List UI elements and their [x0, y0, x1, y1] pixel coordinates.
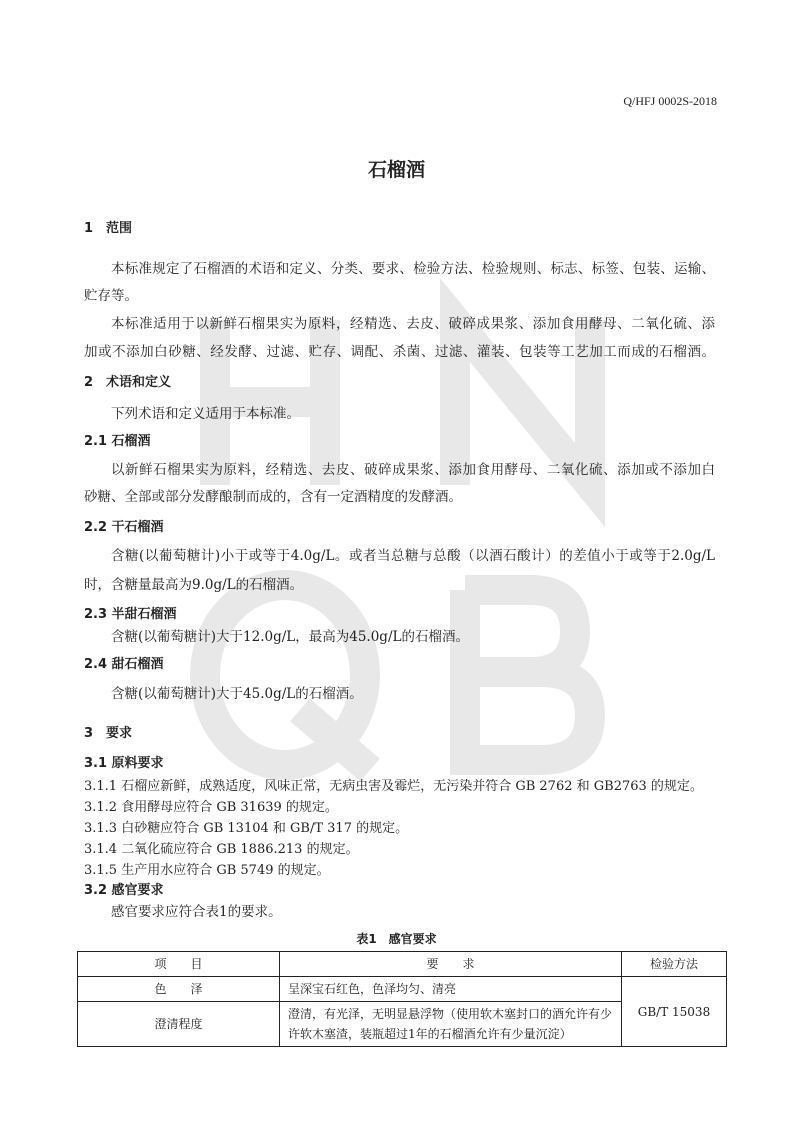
requirement-item: 3.1.5 生产用水应符合 GB 5749 的规定。 [84, 863, 330, 878]
cell-item: 澄清程度 [78, 1002, 280, 1047]
requirement-item: 3.1.3 白砂糖应符合 GB 13104 和 GB/T 317 的规定。 [84, 821, 409, 836]
document-code: Q/HFJ 0002S-2018 [623, 94, 717, 108]
table-row [78, 977, 727, 1002]
paragraph: 以新鲜石榴果实为原料，经精选、去皮、破碎成果浆、添加食用酵母、二氧化硫、添加或不添加白 [111, 462, 715, 478]
cell-requirement: 澄清，有光泽，无明显悬浮物（使用软木塞封口的酒允许有少许软木塞渣，装瓶超过1年的石榴酒允许有少量沉淀） [280, 1002, 622, 1047]
subsection-heading: 2.2 干石榴酒 [84, 520, 164, 535]
requirement-item: 3.1.2 食用酵母应符合 GB 31639 的规定。 [84, 800, 338, 815]
paragraph: 贮存等。 [84, 288, 138, 304]
subsection-heading: 2.4 甜石榴酒 [84, 657, 164, 672]
cell-method: GB/T 15038 [622, 977, 727, 1047]
subsection-heading: 2.1 石榴酒 [84, 434, 151, 449]
watermark-letter-b [465, 590, 590, 760]
paragraph: 含糖(以葡萄糖计)大于12.0g/L，最高为45.0g/L的石榴酒。 [111, 629, 469, 645]
watermark-letter-q [205, 585, 370, 770]
paragraph: 时，含糖量最高为9.0g/L的石榴酒。 [84, 577, 304, 593]
table-header-row [78, 952, 727, 977]
paragraph: 含糖(以葡萄糖计)小于或等于4.0g/L。或者当总糖与总酸（以酒石酸计）的差值小于或等于2.0g/L [111, 548, 715, 564]
column-header: 要 求 [280, 952, 622, 977]
requirement-item: 3.1.1 石榴应新鲜，成熟适度，风味正常，无病虫害及霉烂，无污染并符合 GB 2762 和 GB2763 的规定。 [84, 779, 703, 794]
section-heading: 2 术语和定义 [84, 375, 172, 390]
table-caption: 表1 感官要求 [356, 932, 437, 946]
sensory-requirements-table [77, 951, 727, 1047]
paragraph: 含糖(以葡萄糖计)大于45.0g/L的石榴酒。 [111, 686, 363, 702]
section-heading: 3 要求 [84, 726, 133, 741]
requirement-item: 3.1.4 二氧化硫应符合 GB 1886.213 的规定。 [84, 842, 359, 857]
subsection-heading: 3.1 原料要求 [84, 756, 164, 771]
cell-requirement: 呈深宝石红色，色泽均匀、清亮 [280, 977, 622, 1002]
subsection-heading: 3.2 感官要求 [84, 883, 164, 898]
cell-item: 色 泽 [78, 977, 280, 1002]
paragraph: 加或不添加白砂糖、经发酵、过滤、贮存、调配、杀菌、过滤、灌装、包装等工艺加工而成的石榴酒。 [84, 344, 715, 360]
section-heading: 1 范围 [84, 221, 133, 236]
column-header: 项 目 [78, 952, 280, 977]
paragraph: 下列术语和定义适用于本标准。 [111, 406, 300, 422]
paragraph: 感官要求应符合表1的要求。 [111, 904, 282, 920]
paragraph: 本标准规定了石榴酒的术语和定义、分类、要求、检验方法、检验规则、标志、标签、包装、运输、 [111, 261, 715, 277]
page-title: 石榴酒 [367, 159, 425, 181]
column-header: 检验方法 [622, 952, 727, 977]
paragraph: 本标准适用于以新鲜石榴果实为原料，经精选、去皮、破碎成果浆、添加食用酵母、二氧化硫、添 [111, 316, 715, 332]
paragraph: 砂糖、全部或部分发酵酿制而成的，含有一定酒精度的发酵酒。 [84, 489, 462, 505]
subsection-heading: 2.3 半甜石榴酒 [84, 607, 177, 622]
